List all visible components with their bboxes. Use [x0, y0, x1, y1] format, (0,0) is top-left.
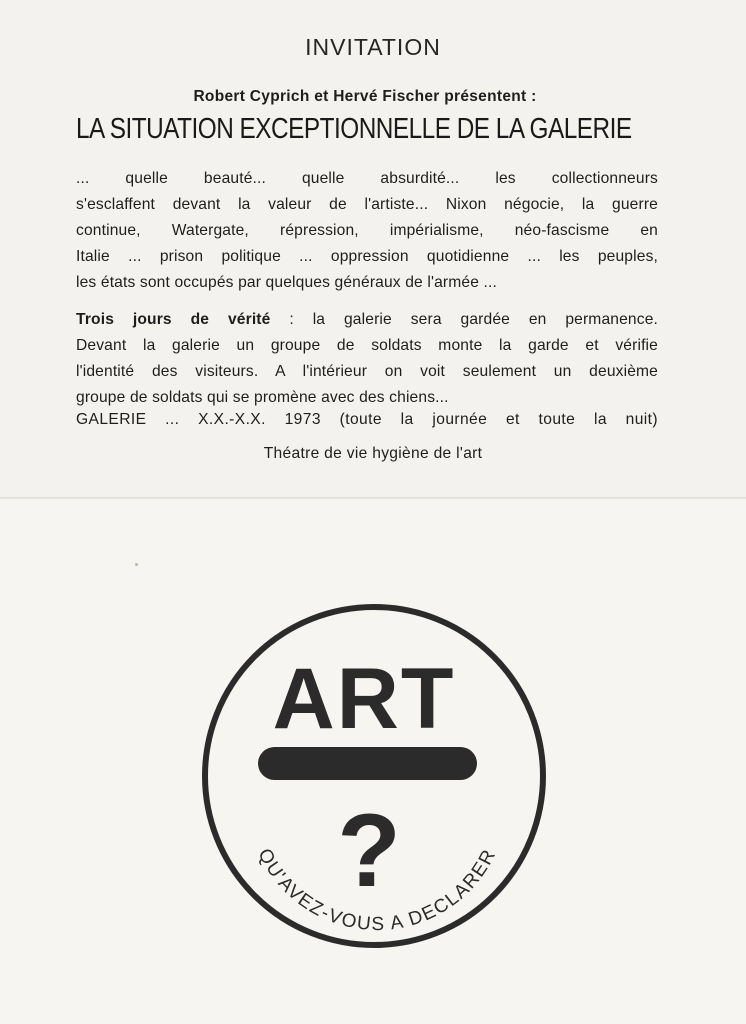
paragraph-event: [76, 307, 658, 411]
card-top-panel: [0, 0, 746, 497]
stamp-question-mark: ?: [337, 793, 401, 909]
paragraph-line: groupe de soldats qui se promène avec des chiens...: [76, 389, 449, 406]
stamp-arc-textpath: QU'AVEZ-VOUS A DECLARER: [253, 845, 501, 936]
paper-speck: [135, 563, 138, 566]
paragraph-line: les états sont occupés par quelques généraux de l'armée ...: [76, 274, 497, 291]
paragraph-line: Italie ... prison politique ... oppression quotidienne ... les peuples,: [76, 248, 658, 265]
galerie-dates: GALERIE ... X.X.-X.X. 1973 (toute la journée et toute la nuit): [76, 411, 658, 428]
tagline: Théatre de vie hygiène de l'art: [263, 445, 483, 462]
paragraph-line: continue, Watergate, répression, impérialisme, néo-fascisme en: [76, 222, 658, 239]
event-lead-rest: : la galerie sera gardée en permanence.: [270, 311, 658, 328]
paragraph-line: l'identité des visiteurs. A l'intérieur on voit seulement un deuxième: [76, 363, 658, 380]
paragraph-line: s'esclaffent devant la valeur de l'artiste... Nixon négocie, la guerre: [76, 196, 658, 213]
paragraph-line-first: [76, 307, 658, 333]
exhibition-title: LA SITUATION EXCEPTIONNELLE DE LA GALERIE: [76, 113, 632, 145]
stamp-bar: [258, 747, 477, 780]
event-lead: Trois jours de vérité: [76, 311, 271, 328]
paragraph-line: ... quelle beauté... quelle absurdité... les collectionneurs: [76, 170, 658, 187]
stamp-wear: [429, 827, 468, 878]
stamp-graphic: [195, 600, 557, 962]
paragraph-line: Devant la galerie un groupe de soldats monte la garde et vérifie: [76, 337, 658, 354]
presenters-line: Robert Cyprich et Hervé Fischer présentent :: [193, 88, 537, 105]
customs-stamp: [195, 600, 557, 962]
invitation-heading: INVITATION: [305, 34, 441, 60]
paragraph-context: [76, 166, 658, 296]
stamp-word: ART: [272, 651, 456, 747]
